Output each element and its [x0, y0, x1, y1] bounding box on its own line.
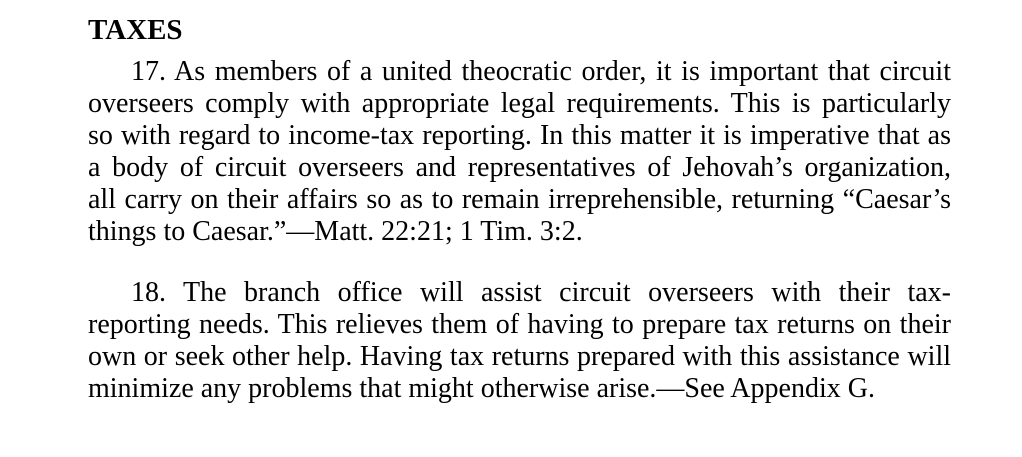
paragraph-line: own or seek other help. Having tax returns prepared with this assistance will	[88, 341, 951, 372]
section-heading: TAXES	[88, 14, 183, 46]
paragraph-line: overseers comply with appropriate legal requirements. This is particularly	[88, 88, 951, 119]
paragraph-18	[88, 277, 951, 405]
paragraph-line: so with regard to income-tax reporting. In this matter it is imperative that as	[88, 120, 951, 151]
paragraph-line: 17. As members of a united theocratic order, it is important that circuit	[131, 56, 951, 87]
paragraph-line: things to Caesar.”—Matt. 22:21; 1 Tim. 3:2.	[88, 216, 583, 247]
paragraph-line: all carry on their affairs so as to remain irreprehensible, returning “Caesar’s	[88, 184, 951, 215]
paragraph-line: a body of circuit overseers and representatives of Jehovah’s organization,	[88, 152, 951, 183]
paragraph-line: 18. The branch office will assist circuit overseers with their tax-	[131, 277, 951, 308]
paragraph-17	[88, 56, 951, 248]
paragraph-line: minimize any problems that might otherwise arise.—See Appendix G.	[88, 373, 875, 404]
paragraph-line: reporting needs. This relieves them of having to prepare tax returns on their	[88, 309, 951, 340]
